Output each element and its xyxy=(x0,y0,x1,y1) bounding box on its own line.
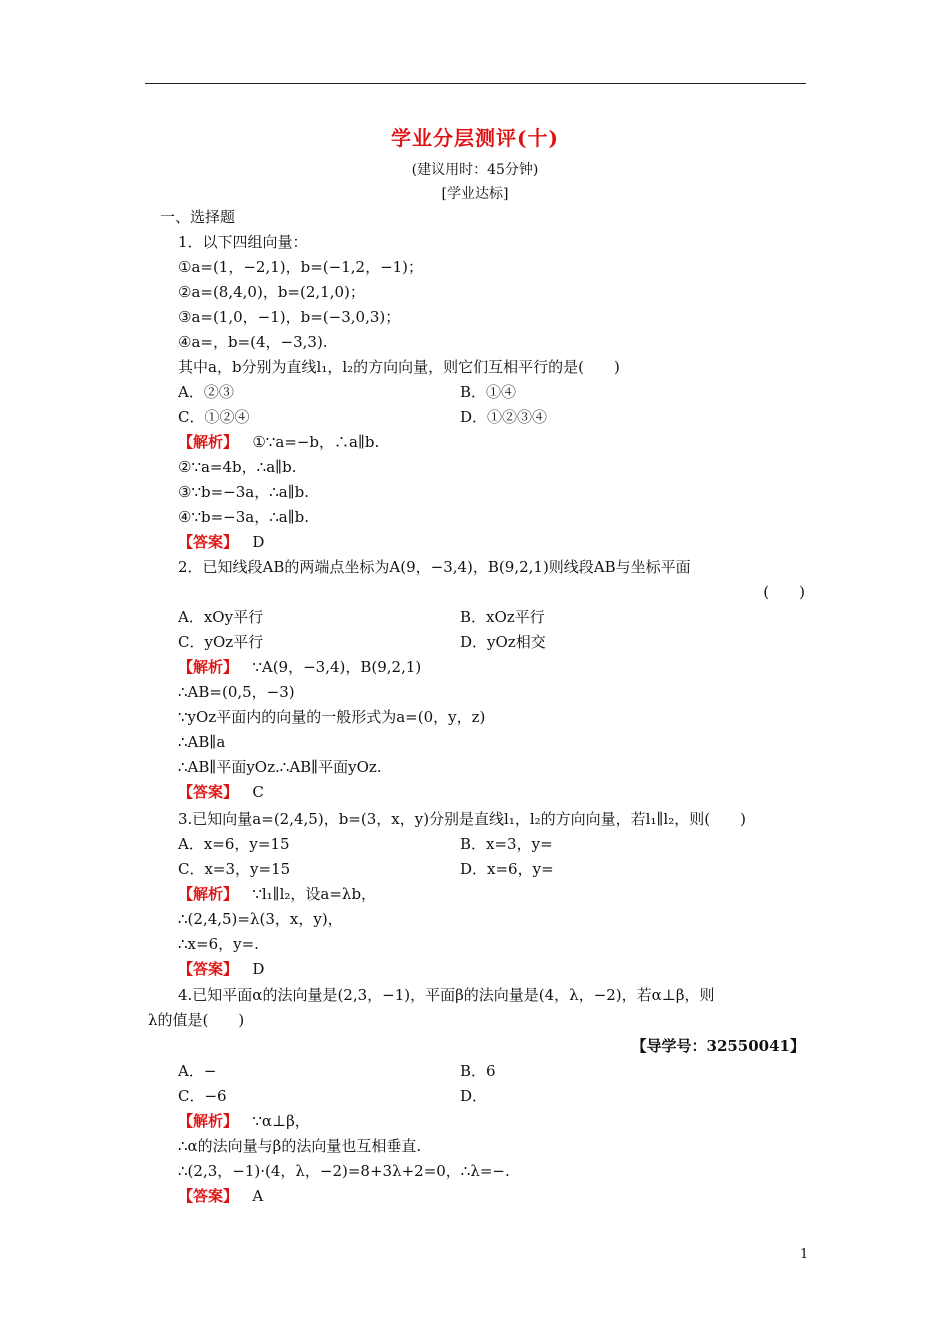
q4-option-d: D． xyxy=(460,1087,488,1105)
q2-analysis-line-2: ∴AB=(0,5，−3) xyxy=(178,683,295,701)
q2-option-a: A．xOy平行 xyxy=(178,608,264,626)
q1-ask: 其中a，b分别为直线l₁，l₂的方向向量，则它们互相平行的是( ) xyxy=(178,358,620,376)
q1-analysis-line-2: ②∵a=4b，∴a∥b. xyxy=(178,458,297,476)
q3-option-b: B．x=3，y= xyxy=(460,835,553,853)
q3-analysis-line-3: ∴x=6，y=. xyxy=(178,935,259,953)
q3-option-d: D．x=6，y= xyxy=(460,860,554,878)
q2-stem: 2．已知线段AB的两端点坐标为A(9，−3,4)，B(9,2,1)则线段AB与坐标平面 xyxy=(178,558,691,576)
q3-option-a: A．x=6，y=15 xyxy=(178,835,290,853)
q2-paren: ( ) xyxy=(763,583,805,601)
analysis-text: ∵α⊥β， xyxy=(252,1112,310,1130)
guide-number: 【导学号：32550041】 xyxy=(631,1037,805,1055)
page-number: 1 xyxy=(800,1247,809,1262)
answer-tag: 【答案】 xyxy=(178,533,239,551)
q2-answer xyxy=(178,781,264,803)
answer-tag: 【答案】 xyxy=(178,1187,239,1205)
q4-answer xyxy=(178,1185,263,1207)
analysis-tag: 【解析】 xyxy=(178,1112,239,1130)
q3-stem: 3.已知向量a=(2,4,5)，b=(3，x，y)分别是直线l₁，l₂的方向向量，若l₁∥l₂，则( ) xyxy=(178,810,746,828)
page-title: 学业分层测评(十) xyxy=(391,126,559,150)
q2-option-b: B．xOz平行 xyxy=(460,608,545,626)
q4-stem: 4.已知平面α的法向量是(2,3，−1)，平面β的法向量是(4，λ，−2)，若α⊥β，则 xyxy=(178,986,715,1004)
q4-analysis-line-1 xyxy=(178,1110,310,1132)
q3-analysis-line-2: ∴(2,4,5)=λ(3，x，y)， xyxy=(178,910,343,928)
q1-stem: 1．以下四组向量： xyxy=(178,233,308,251)
analysis-text: ①∵a=−b，∴a∥b. xyxy=(252,433,380,451)
header-rule xyxy=(145,83,806,84)
q1-option-b: B．①④ xyxy=(460,383,517,401)
q3-answer xyxy=(178,958,264,980)
q1-option-a: A．②③ xyxy=(178,383,234,401)
answer-tag: 【答案】 xyxy=(178,960,239,978)
analysis-tag: 【解析】 xyxy=(178,433,239,451)
q2-analysis-line-4: ∴AB∥a xyxy=(178,733,226,751)
q1-item-1: ①a=(1，−2,1)，b=(−1,2，−1)； xyxy=(178,258,424,276)
q2-analysis-line-3: ∵yOz平面内的向量的一般形式为a=(0，y，z) xyxy=(178,708,486,726)
q4-analysis-line-3: ∴(2,3，−1)·(4，λ，−2)=8+3λ+2=0，∴λ=−. xyxy=(178,1162,510,1180)
answer-tag: 【答案】 xyxy=(178,783,239,801)
q4-analysis-line-2: ∴α的法向量与β的法向量也互相垂直. xyxy=(178,1137,422,1155)
time-note: (建议用时：45分钟) xyxy=(411,162,539,178)
q1-answer xyxy=(178,531,264,553)
q2-option-d: D．yOz相交 xyxy=(460,633,546,651)
answer-value: A xyxy=(252,1187,264,1205)
q1-option-c: C．①②④ xyxy=(178,408,250,426)
q2-analysis-line-5: ∴AB∥平面yOz.∴AB∥平面yOz. xyxy=(178,758,382,776)
analysis-text: ∵A(9，−3,4)，B(9,2,1) xyxy=(252,658,422,676)
q4-stem-cont: λ的值是( ) xyxy=(148,1011,245,1029)
analysis-tag: 【解析】 xyxy=(178,885,239,903)
section-heading: 一、选择题 xyxy=(160,208,236,226)
q3-option-c: C．x=3，y=15 xyxy=(178,860,291,878)
q4-option-a: A．− xyxy=(178,1062,217,1080)
analysis-text: ∵l₁∥l₂，设a=λb， xyxy=(252,885,377,903)
q2-option-c: C．yOz平行 xyxy=(178,633,264,651)
q1-analysis-line-3: ③∵b=−3a，∴a∥b. xyxy=(178,483,310,501)
q1-analysis-line-1 xyxy=(178,431,379,453)
answer-value: D xyxy=(252,533,265,551)
analysis-tag: 【解析】 xyxy=(178,658,239,676)
answer-value: D xyxy=(252,960,265,978)
q1-item-3: ③a=(1,0，−1)，b=(−3,0,3)； xyxy=(178,308,401,326)
q3-analysis-line-1 xyxy=(178,883,376,905)
q2-analysis-line-1 xyxy=(178,656,421,678)
q1-option-d: D．①②③④ xyxy=(460,408,548,426)
answer-value: C xyxy=(252,783,264,801)
level-label: [学业达标] xyxy=(441,186,509,202)
q4-option-b: B．6 xyxy=(460,1062,496,1080)
q4-option-c: C．−6 xyxy=(178,1087,227,1105)
q1-item-4: ④a=，b=(4，−3,3). xyxy=(178,333,328,351)
q1-item-2: ②a=(8,4,0)，b=(2,1,0)； xyxy=(178,283,365,301)
q1-analysis-line-4: ④∵b=−3a，∴a∥b. xyxy=(178,508,310,526)
